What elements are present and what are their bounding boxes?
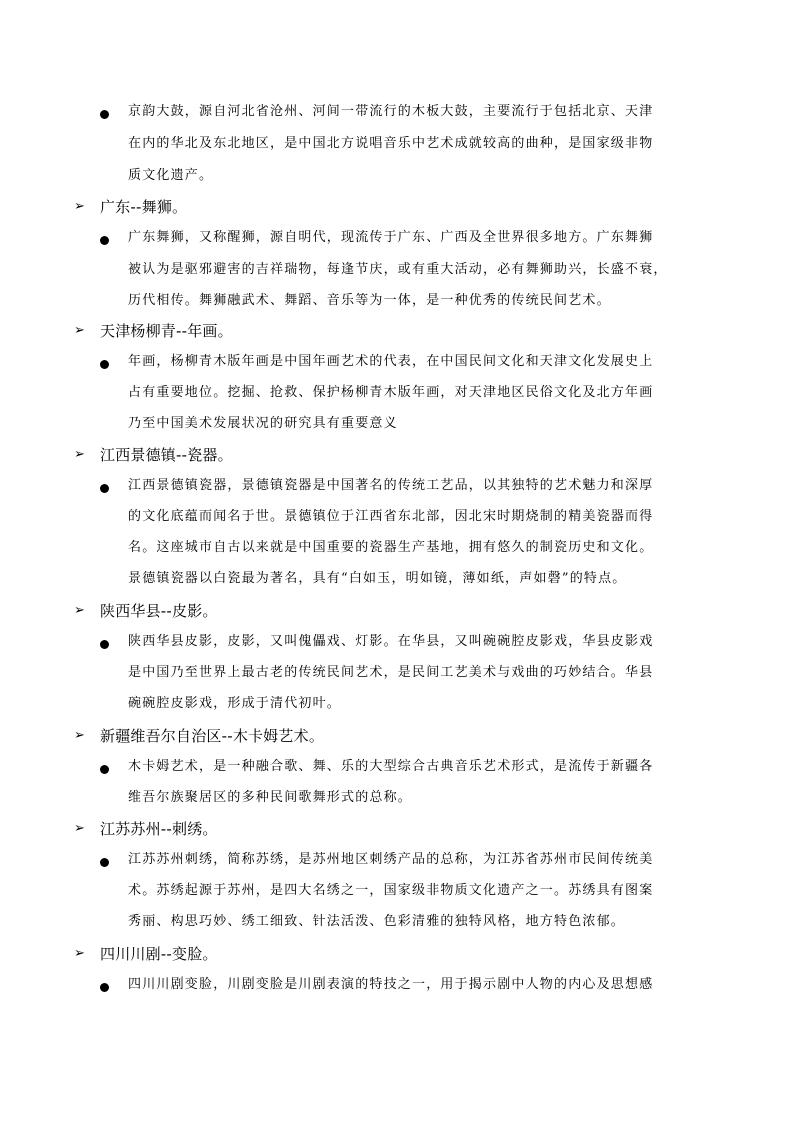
arrow-bullet-icon: ➢ (74, 602, 86, 618)
paragraph-line: 木卡姆艺术，是一种融合歌、舞、乐的大型综合古典音乐艺术形式，是流传于新疆各 (128, 759, 654, 774)
bullet-dot-icon (100, 484, 109, 493)
section-heading (74, 193, 187, 219)
paragraph-line: 陕西华县皮影，皮影，又叫傀儡戏、灯影。在华县，又叫碗碗腔皮影戏，华县皮影戏 (128, 634, 654, 649)
paragraph-line: 乃至中国美术发展状况的研究具有重要意义 (128, 416, 398, 431)
paragraph-line: 历代相传。舞狮融武术、舞蹈、音乐等为一体，是一种优秀的传统民间艺术。 (128, 293, 611, 308)
section-heading (74, 441, 233, 467)
arrow-bullet-icon: ➢ (74, 727, 86, 743)
paragraph-line: 名。这座城市自古以来就是中国重要的瓷器生产基地，拥有悠久的制瓷历史和文化。 (128, 540, 654, 555)
section-heading-text: 广东--舞狮。 (100, 197, 188, 216)
paragraph-line: 被认为是驱邪避害的吉祥瑞物，每逢节庆，或有重大活动，必有舞狮助兴，长盛不衰， (128, 262, 668, 277)
arrow-bullet-icon: ➢ (74, 446, 86, 462)
paragraph-line: 四川川剧变脸，川剧变脸是川剧表演的特技之一，用于揭示剧中人物的内心及思想感 (128, 977, 654, 992)
paragraph-line: 年画，杨柳青木版年画是中国年画艺术的代表，在中国民间文化和天津文化发展史上 (128, 354, 654, 369)
section-heading (74, 597, 218, 623)
bullet-dot-icon (100, 640, 109, 649)
paragraph-line: 维吾尔族聚居区的多种民间歌舞形式的总称。 (128, 790, 413, 805)
paragraph-line: 江苏苏州刺绣，简称苏绣，是苏州地区刺绣产品的总称，为江苏省苏州市民间传统美 (128, 852, 654, 867)
paragraph-line: 广东舞狮，又称醒狮，源自明代，现流传于广东、广西及全世界很多地方。广东舞狮 (128, 230, 654, 245)
paragraph-line: 质文化遗产。 (128, 168, 214, 183)
paragraph-line: 的文化底蕴而闻名于世。景德镇位于江西省东北部，因北宋时期烧制的精美瓷器而得 (128, 509, 654, 524)
bullet-dot-icon (100, 983, 109, 992)
bullet-dot-icon (100, 236, 109, 245)
paragraph-line: 是中国乃至世界上最古老的传统民间艺术，是民间工艺美术与戏曲的巧妙结合。华县 (128, 665, 654, 680)
bullet-dot-icon (100, 360, 109, 369)
bullet-dot-icon (100, 765, 109, 774)
arrow-bullet-icon: ➢ (74, 945, 86, 961)
section-heading (74, 722, 324, 748)
section-heading (74, 815, 218, 841)
paragraph-line: 秀丽、构思巧妙、绣工细致、针法活泼、色彩清雅的独特风格，地方特色浓郁。 (128, 914, 626, 929)
section-heading (74, 940, 218, 966)
bullet-dot-icon (100, 858, 109, 867)
section-heading (74, 317, 233, 343)
paragraph-line: 江西景德镇瓷器，景德镇瓷器是中国著名的传统工艺品，以其独特的艺术魅力和深厚 (128, 478, 654, 493)
arrow-bullet-icon: ➢ (74, 198, 86, 214)
paragraph-line: 占有重要地位。挖掘、抢救、保护杨柳青木版年画，对天津地区民俗文化及北方年画 (128, 385, 654, 400)
section-heading-text: 四川川剧--变脸。 (100, 944, 218, 963)
section-heading-text: 江苏苏州--刺绣。 (100, 819, 218, 838)
arrow-bullet-icon: ➢ (74, 820, 86, 836)
paragraph-line: 术。苏绣起源于苏州，是四大名绣之一，国家级非物质文化遗产之一。苏绣具有图案 (128, 883, 654, 898)
paragraph-line: 景德镇瓷器以白瓷最为著名，具有“白如玉，明如镜，薄如纸，声如磬”的特点。 (128, 571, 627, 586)
arrow-bullet-icon: ➢ (74, 322, 86, 338)
paragraph-line: 京韵大鼓，源自河北省沧州、河间一带流行的木板大鼓，主要流行于包括北京、天津 (128, 104, 654, 119)
paragraph-line: 碗碗腔皮影戏，形成于清代初叶。 (128, 696, 342, 711)
paragraph-line: 在内的华北及东北地区，是中国北方说唱音乐中艺术成就较高的曲种，是国家级非物 (128, 136, 654, 151)
section-heading-text: 陕西华县--皮影。 (100, 601, 218, 620)
section-heading-text: 江西景德镇--瓷器。 (100, 445, 233, 464)
section-heading-text: 天津杨柳青--年画。 (100, 321, 233, 340)
bullet-dot-icon (100, 110, 109, 119)
section-heading-text: 新疆维吾尔自治区--木卡姆艺术。 (100, 726, 325, 745)
